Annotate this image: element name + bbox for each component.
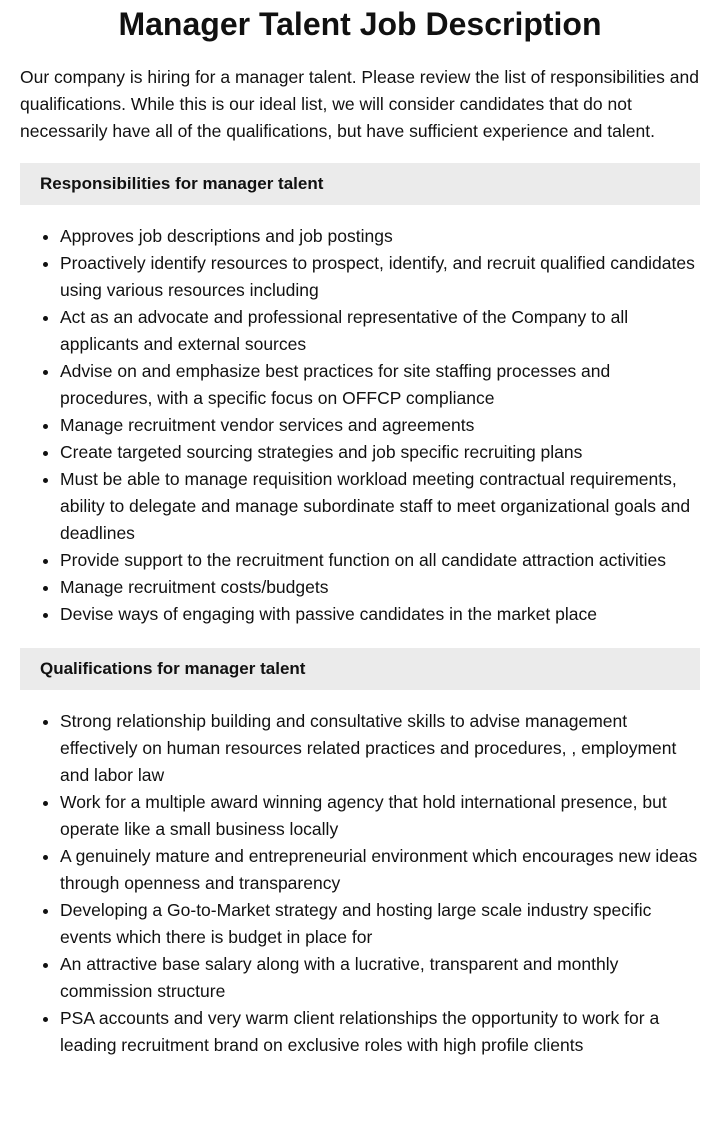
list-item: • Proactively identify resources to prospect, identify, and recruit qualified candidates using various resources including bbox=[60, 250, 700, 304]
qualifications-list bbox=[20, 708, 700, 1059]
list-item: • Developing a Go-to-Market strategy and hosting large scale industry specific events which there is budget in place for bbox=[60, 897, 700, 951]
list-item: • Advise on and emphasize best practices for site staffing processes and procedures, with a specific focus on OFFCP compliance bbox=[60, 358, 700, 412]
list-item: • A genuinely mature and entrepreneurial environment which encourages new ideas through openness and transparency bbox=[60, 843, 700, 897]
list-item: • Approves job descriptions and job postings bbox=[60, 223, 700, 250]
list-item: • An attractive base salary along with a lucrative, transparent and monthly commission structure bbox=[60, 951, 700, 1005]
list-item: • PSA accounts and very warm client relationships the opportunity to work for a leading recruitment brand on exclusive roles with high profile clients bbox=[60, 1005, 700, 1059]
list-item: • Create targeted sourcing strategies and job specific recruiting plans bbox=[60, 439, 700, 466]
list-item: • Manage recruitment costs/budgets bbox=[60, 574, 700, 601]
list-item: • Strong relationship building and consultative skills to advise management effectively on human resources related practices and procedures, , employment and labor law bbox=[60, 708, 700, 789]
list-item: • Work for a multiple award winning agency that hold international presence, but operate like a small business locally bbox=[60, 789, 700, 843]
list-item: • Devise ways of engaging with passive candidates in the market place bbox=[60, 601, 700, 628]
list-item: • Manage recruitment vendor services and agreements bbox=[60, 412, 700, 439]
page-title: Manager Talent Job Description bbox=[118, 6, 602, 42]
list-item: • Provide support to the recruitment function on all candidate attraction activities bbox=[60, 547, 700, 574]
qualifications-heading: Qualifications for manager talent bbox=[20, 648, 700, 690]
responsibilities-list bbox=[20, 223, 700, 628]
intro-text: Our company is hiring for a manager talent. Please review the list of responsibilities and qualifications. While this is our ideal list, we will consider candidates that do not necessarily have all of the qualifications, but have sufficient experience and talent. bbox=[20, 67, 699, 141]
responsibilities-heading: Responsibilities for manager talent bbox=[20, 163, 700, 205]
list-item: • Act as an advocate and professional representative of the Company to all applicants and external sources bbox=[60, 304, 700, 358]
list-item: • Must be able to manage requisition workload meeting contractual requirements, ability to delegate and manage subordinate staff to meet organizational goals and deadlines bbox=[60, 466, 700, 547]
